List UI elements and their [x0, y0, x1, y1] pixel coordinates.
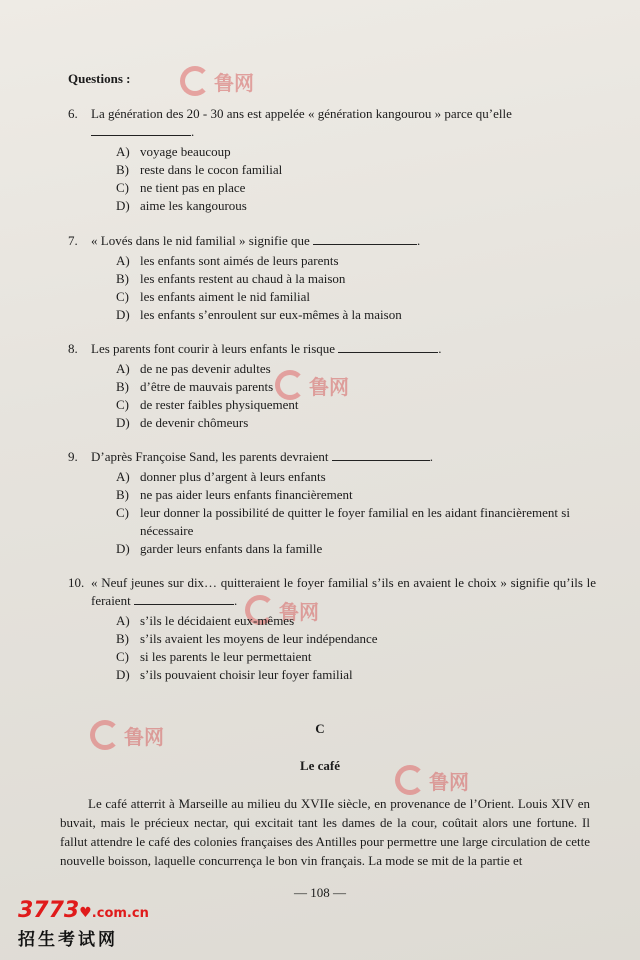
watermark-text: 鲁网: [124, 724, 164, 749]
reading-paragraph: Le café atterrit à Marseille au milieu du XVIIe siècle, en provenance de l’Orient. Louis XIV en buvait, mais le précieux nectar, qui excitait tant les dames de la cour, coûtait alors une fortune. Il fallut attendre le café des colonies françaises des Antilles pour permettre une large circulation de cette nouvelle boisson, laquelle concurrença le bon vin français. La mode se mit de la partie et: [60, 796, 591, 868]
option: [116, 179, 596, 197]
option: [116, 540, 596, 558]
answer-blank: [134, 592, 234, 605]
answer-blank: [91, 123, 191, 136]
option: [116, 252, 596, 270]
option: [116, 504, 596, 540]
question-number: 7.: [68, 233, 78, 248]
option-letter: D): [116, 198, 130, 213]
answer-blank: [332, 448, 430, 461]
question-tail: .: [438, 341, 442, 356]
option-text: les enfants restent au chaud à la maison: [140, 271, 346, 286]
option-text: de ne pas devenir adultes: [140, 361, 271, 376]
option-text: leur donner la possibilité de quitter le foyer familial en les aidant financièrement si nécessaire: [140, 505, 570, 538]
watermark-text: 鲁网: [214, 70, 254, 95]
section-letter: C: [315, 721, 325, 736]
option: [116, 270, 596, 288]
question-7: [68, 232, 596, 324]
option-text: garder leurs enfants dans la famille: [140, 541, 323, 556]
options-list: [116, 612, 596, 684]
answer-blank: [313, 232, 417, 245]
option-text: donner plus d’argent à leurs enfants: [140, 469, 326, 484]
option-letter: B): [116, 631, 129, 646]
question-text: La génération des 20 - 30 ans est appelée « génération kangourou » parce qu’elle: [91, 106, 512, 121]
option-letter: B): [116, 271, 129, 286]
options-list: [116, 468, 596, 558]
question-number: 10.: [68, 575, 85, 590]
option: [116, 161, 596, 179]
option: [116, 378, 596, 396]
option: [116, 468, 596, 486]
option: [116, 197, 596, 215]
option-letter: A): [116, 469, 130, 484]
watermark-text: 鲁网: [429, 769, 469, 794]
option-text: si les parents le leur permettaient: [140, 649, 312, 664]
question-number: 8.: [68, 341, 78, 356]
option-letter: A): [116, 253, 130, 268]
site-logo: [18, 898, 178, 954]
option: [116, 143, 596, 161]
page-number: — 108 —: [294, 885, 346, 900]
option-letter: A): [116, 613, 130, 628]
option-letter: C): [116, 180, 129, 195]
question-text: « Lovés dans le nid familial » signifie que: [91, 233, 310, 248]
logo-brand: 3773: [18, 898, 80, 923]
watermark-logo-icon: [180, 66, 210, 96]
option-text: ne tient pas en place: [140, 180, 246, 195]
option-text: les enfants aiment le nid familial: [140, 289, 311, 304]
answer-blank: [338, 340, 438, 353]
option: [116, 396, 596, 414]
option-letter: D): [116, 415, 130, 430]
question-tail: .: [429, 449, 434, 464]
questions-header: Questions :: [68, 71, 131, 86]
option-text: s’ils avaient les moyens de leur indépendance: [140, 631, 378, 646]
option: [116, 486, 596, 504]
question-tail: .: [233, 593, 238, 608]
options-list: [116, 252, 596, 324]
option-letter: D): [116, 541, 130, 556]
option-text: d’être de mauvais parents: [140, 379, 274, 394]
option-text: les enfants sont aimés de leurs parents: [140, 253, 339, 268]
question-tail: .: [191, 124, 195, 139]
option: [116, 306, 596, 324]
question-number: 9.: [68, 449, 78, 464]
section-title: Le café: [299, 758, 341, 773]
logo-domain: .com.cn: [91, 906, 149, 921]
option-text: ne pas aider leurs enfants financièrement: [140, 487, 353, 502]
option-text: aime les kangourous: [140, 198, 247, 213]
option-letter: C): [116, 505, 129, 520]
option: [116, 648, 596, 666]
question-number: 6.: [68, 106, 78, 121]
watermark: [180, 66, 254, 96]
option-letter: D): [116, 667, 130, 682]
option: [116, 414, 596, 432]
options-list: [116, 143, 596, 215]
option-text: de rester faibles physiquement: [140, 397, 299, 412]
option-letter: B): [116, 379, 129, 394]
option-letter: D): [116, 307, 130, 322]
option-letter: A): [116, 144, 130, 159]
option-letter: A): [116, 361, 130, 376]
option-letter: B): [116, 487, 129, 502]
question-text: « Neuf jeunes sur dix… quitteraient le foyer familial s’ils en avaient le choix » signifie qu’ils le feraient: [91, 575, 596, 608]
option: [116, 666, 596, 684]
question-9: [68, 448, 596, 558]
heart-icon: ♥: [79, 905, 92, 921]
option: [116, 360, 596, 378]
option-text: reste dans le cocon familial: [140, 162, 283, 177]
option-text: s’ils le décidaient eux-mêmes: [140, 613, 295, 628]
watermark-text: 鲁网: [309, 374, 349, 399]
question-text: D’après Françoise Sand, les parents devraient: [91, 449, 329, 464]
option: [116, 288, 596, 306]
logo-tagline: 招生考试网: [18, 930, 118, 950]
option-text: les enfants s’enroulent sur eux-mêmes à la maison: [140, 307, 402, 322]
question-tail: .: [417, 233, 421, 248]
question-text: Les parents font courir à leurs enfants le risque: [91, 341, 336, 356]
option-letter: C): [116, 649, 129, 664]
question-8: [68, 340, 596, 432]
option-letter: B): [116, 162, 129, 177]
watermark-text: 鲁网: [279, 599, 319, 624]
option-letter: C): [116, 397, 129, 412]
question-6: [68, 105, 596, 215]
option-text: de devenir chômeurs: [140, 415, 249, 430]
option-text: s’ils pouvaient choisir leur foyer familial: [140, 667, 353, 682]
option-letter: C): [116, 289, 129, 304]
question-10: [68, 574, 596, 684]
option: [116, 630, 596, 648]
option-text: voyage beaucoup: [140, 144, 231, 159]
option: [116, 612, 596, 630]
options-list: [116, 360, 596, 432]
